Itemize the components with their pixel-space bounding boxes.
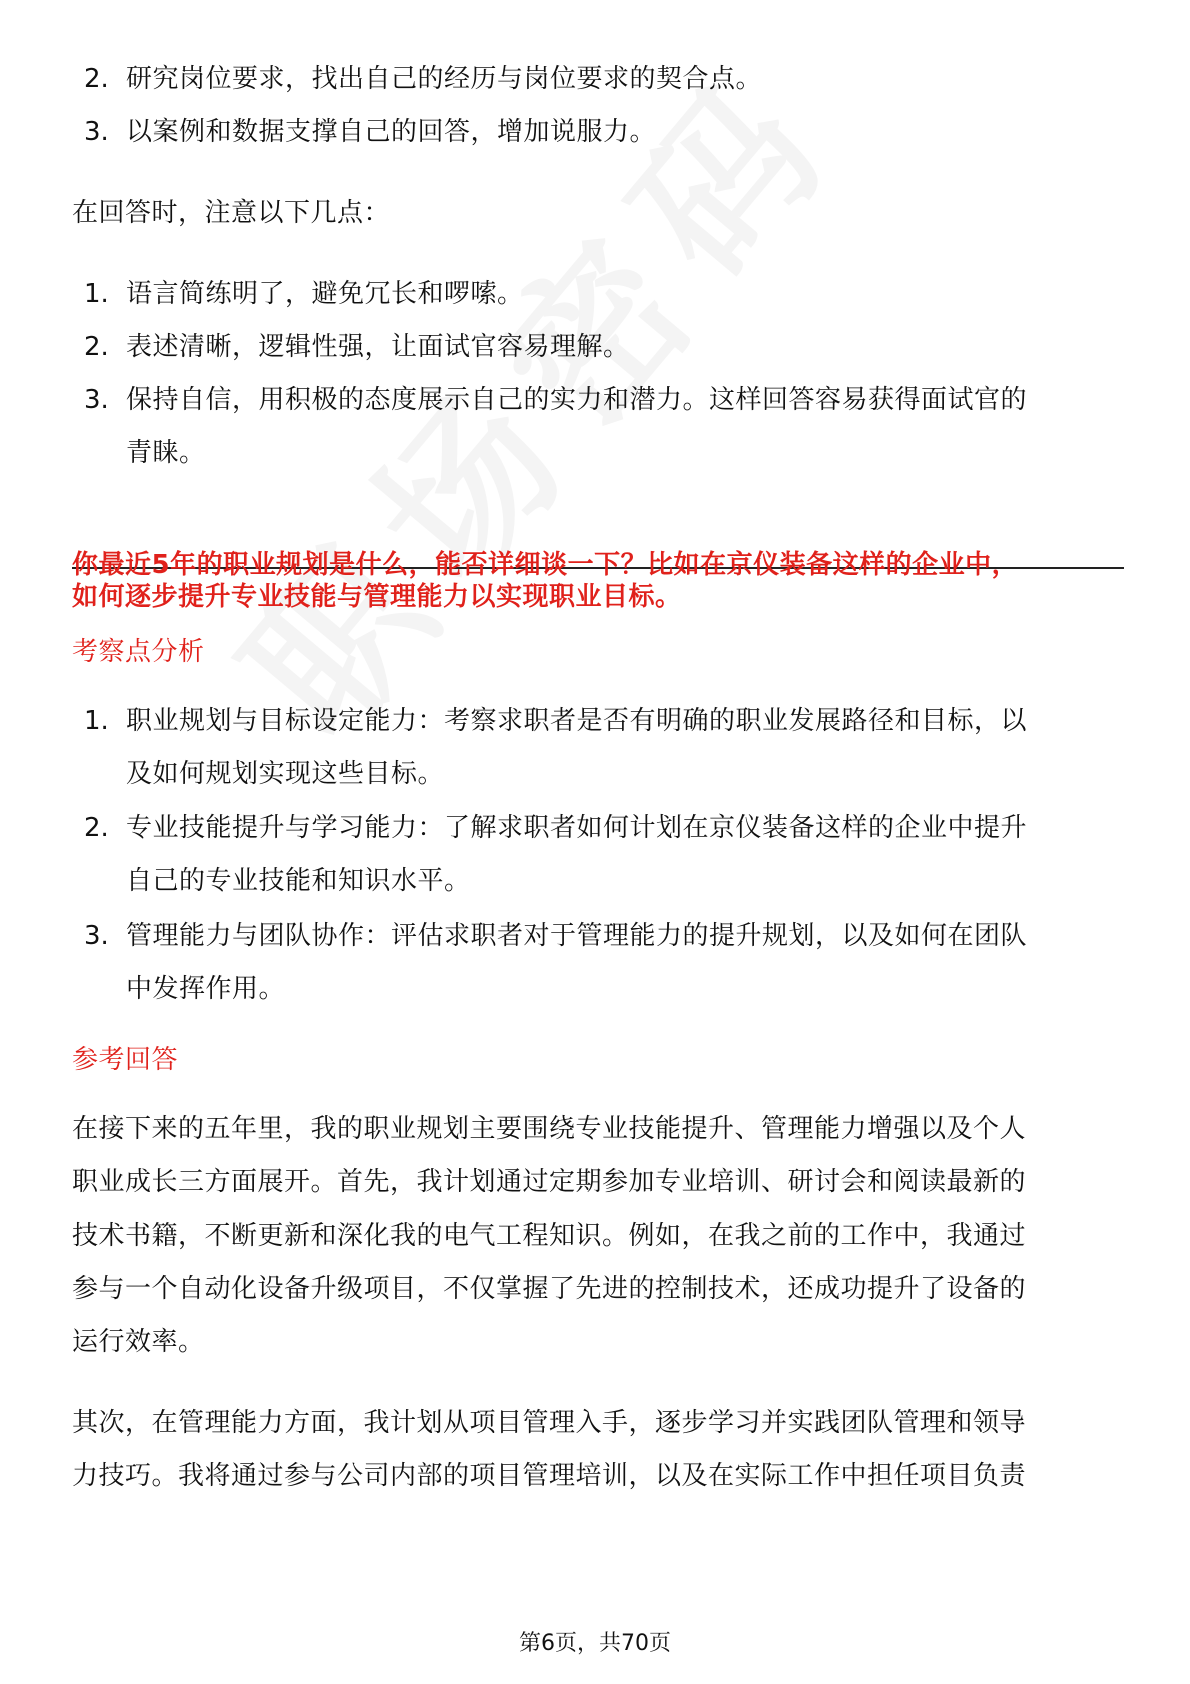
answer-line: 职业成长三方面展开。首先，我计划通过定期参加专业培训、研讨会和阅读最新的 bbox=[72, 1167, 1027, 1197]
answer-line: 参与一个自动化设备升级项目，不仅掌握了先进的控制技术，还成功提升了设备的 bbox=[72, 1274, 1027, 1304]
list-number: 2. bbox=[84, 813, 109, 843]
list-number: 1. bbox=[84, 706, 109, 736]
question-line: 你最近5年的职业规划是什么，能否详细谈一下？比如在京仪装备这样的企业中， bbox=[72, 550, 1019, 580]
list-item: 管理能力与团队协作：评估求职者对于管理能力的提升规划，以及如何在团队 bbox=[126, 921, 1028, 951]
list-number: 2. bbox=[84, 332, 109, 362]
list-number: 3. bbox=[84, 117, 109, 147]
list-number: 1. bbox=[84, 279, 109, 309]
analysis-heading: 考察点分析 bbox=[72, 637, 205, 667]
answer-line: 力技巧。我将通过参与公司内部的项目管理培训，以及在实际工作中担任项目负责 bbox=[72, 1461, 1027, 1491]
page-footer: 第6页，共70页 bbox=[519, 1631, 671, 1656]
list-item: 以案例和数据支撑自己的回答，增加说服力。 bbox=[126, 117, 657, 147]
answer-line: 技术书籍，不断更新和深化我的电气工程知识。例如，在我之前的工作中，我通过 bbox=[72, 1221, 1027, 1251]
answer-line: 在接下来的五年里，我的职业规划主要围绕专业技能提升、管理能力增强以及个人 bbox=[72, 1114, 1027, 1144]
list-item-continued: 青睐。 bbox=[126, 438, 206, 468]
list-item: 专业技能提升与学习能力：了解求职者如何计划在京仪装备这样的企业中提升 bbox=[126, 813, 1028, 843]
list-item: 保持自信，用积极的态度展示自己的实力和潜力。这样回答容易获得面试官的 bbox=[126, 385, 1028, 415]
list-item-continued: 及如何规划实现这些目标。 bbox=[126, 759, 445, 789]
list-item: 研究岗位要求，找出自己的经历与岗位要求的契合点。 bbox=[126, 64, 763, 94]
list-item: 职业规划与目标设定能力：考察求职者是否有明确的职业发展路径和目标，以 bbox=[126, 706, 1028, 736]
answer-line: 其次，在管理能力方面，我计划从项目管理入手，逐步学习并实践团队管理和领导 bbox=[72, 1408, 1027, 1438]
answer-line: 运行效率。 bbox=[72, 1327, 205, 1357]
list-number: 3. bbox=[84, 921, 109, 951]
list-number: 3. bbox=[84, 385, 109, 415]
question-line: 如何逐步提升专业技能与管理能力以实现职业目标。 bbox=[72, 582, 682, 612]
list-item-continued: 中发挥作用。 bbox=[126, 974, 286, 1004]
list-number: 2. bbox=[84, 64, 109, 94]
notes-intro: 在回答时，注意以下几点： bbox=[72, 198, 391, 228]
list-item: 语言简练明了，避免冗长和啰嗦。 bbox=[126, 279, 524, 309]
answer-heading: 参考回答 bbox=[72, 1045, 179, 1075]
list-item-continued: 自己的专业技能和知识水平。 bbox=[126, 866, 471, 896]
list-item: 表述清晰，逻辑性强，让面试官容易理解。 bbox=[126, 332, 630, 362]
